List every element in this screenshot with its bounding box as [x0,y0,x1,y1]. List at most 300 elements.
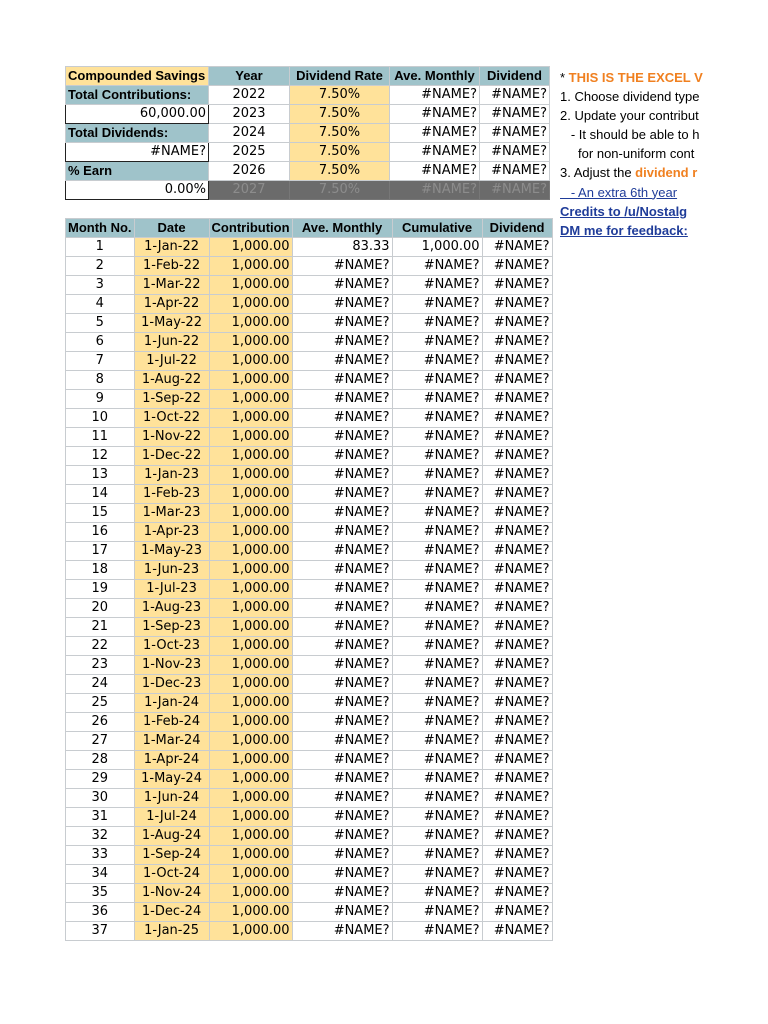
cumulative-cell[interactable]: #NAME? [392,599,482,618]
table-row [66,789,553,808]
table-row [66,409,553,428]
ave-monthly-cell[interactable]: #NAME? [292,694,392,713]
ave-monthly-cell[interactable]: #NAME? [292,276,392,295]
dividend-cell[interactable]: #NAME? [482,656,552,675]
date-cell[interactable]: 1-Mar-22 [134,276,209,295]
cumulative-cell[interactable]: #NAME? [392,789,482,808]
month-no-cell[interactable]: 7 [66,352,135,371]
dividend-cell[interactable]: #NAME? [482,314,552,333]
cumulative-cell[interactable]: #NAME? [392,523,482,542]
total-dividends-value[interactable]: #NAME? [66,143,209,162]
table-row [66,561,553,580]
monthly-rows [66,238,553,941]
dividend-cell[interactable]: #NAME? [482,390,552,409]
cumulative-cell[interactable]: #NAME? [392,656,482,675]
date-cell[interactable]: 1-Jan-24 [134,694,209,713]
cumulative-cell[interactable]: #NAME? [392,333,482,352]
ave-monthly-cell[interactable]: #NAME? [292,542,392,561]
contribution-cell[interactable]: 1,000.00 [209,371,292,390]
cumulative-cell[interactable]: #NAME? [392,808,482,827]
ave-monthly-cell[interactable]: #NAME? [292,504,392,523]
table-row [66,447,553,466]
table-row [66,276,553,295]
dividend-cell[interactable]: #NAME? [482,694,552,713]
ave-cell-disabled: #NAME? [390,181,480,200]
cumulative-cell[interactable]: #NAME? [392,694,482,713]
month-no-cell[interactable]: 2 [66,257,135,276]
cumulative-cell[interactable]: #NAME? [392,352,482,371]
contribution-cell[interactable]: 1,000.00 [209,808,292,827]
excel-version-note: THIS IS THE EXCEL V [568,70,703,85]
rate-cell[interactable]: 7.50% [290,86,390,105]
cumulative-cell[interactable]: #NAME? [392,922,482,941]
ave-monthly-cell[interactable]: #NAME? [292,428,392,447]
dividend-cell[interactable]: #NAME? [482,542,552,561]
date-cell[interactable]: 1-Feb-22 [134,257,209,276]
earn-label: % Earn [66,162,209,181]
ave-monthly-cell[interactable]: #NAME? [292,371,392,390]
table-row [66,295,553,314]
table-row [66,580,553,599]
contribution-cell[interactable]: 1,000.00 [209,276,292,295]
table-row [66,485,553,504]
cumulative-header: Cumulative [392,219,482,238]
ave-monthly-cell[interactable]: #NAME? [292,523,392,542]
cumulative-cell[interactable]: #NAME? [392,561,482,580]
cumulative-cell[interactable]: #NAME? [392,295,482,314]
notes-line [560,68,768,87]
total-dividends-label: Total Dividends: [66,124,209,143]
ave-monthly-cell[interactable]: #NAME? [292,618,392,637]
cumulative-cell[interactable]: #NAME? [392,466,482,485]
month-no-cell[interactable]: 37 [66,922,135,941]
ave-monthly-cell[interactable]: #NAME? [292,732,392,751]
notes-line: - An extra 6th year [560,184,678,200]
month-no-cell[interactable]: 36 [66,903,135,922]
ave-monthly-cell[interactable]: 83.33 [292,238,392,257]
ave-cell[interactable]: #NAME? [390,124,480,143]
date-cell[interactable]: 1-Nov-24 [134,884,209,903]
ave-monthly-cell[interactable]: #NAME? [292,903,392,922]
year-cell[interactable]: 2023 [209,105,290,124]
table-row [66,922,553,941]
date-cell[interactable]: 1-Aug-22 [134,371,209,390]
cumulative-cell[interactable]: #NAME? [392,504,482,523]
contribution-cell[interactable]: 1,000.00 [209,884,292,903]
dividend-cell[interactable]: #NAME? [482,561,552,580]
table-row [66,846,553,865]
dividend-cell[interactable]: #NAME? [482,865,552,884]
cumulative-cell[interactable]: #NAME? [392,865,482,884]
table-row [66,656,553,675]
contribution-cell[interactable]: 1,000.00 [209,504,292,523]
dividend-cell[interactable]: #NAME? [482,257,552,276]
cumulative-cell[interactable]: #NAME? [392,276,482,295]
date-cell[interactable]: 1-May-23 [134,542,209,561]
contribution-cell[interactable]: 1,000.00 [209,903,292,922]
instructions-panel [560,68,768,240]
month-no-cell[interactable]: 34 [66,865,135,884]
ave-monthly-cell[interactable]: #NAME? [292,466,392,485]
cumulative-cell[interactable]: #NAME? [392,846,482,865]
dividend-cell[interactable]: #NAME? [482,732,552,751]
dividend-cell[interactable]: #NAME? [482,884,552,903]
feedback-link[interactable]: DM me for feedback: [560,222,688,238]
month-no-cell[interactable]: 32 [66,827,135,846]
cumulative-cell[interactable]: #NAME? [392,428,482,447]
cumulative-cell[interactable]: #NAME? [392,770,482,789]
notes-line: 2. Update your contribut [560,108,699,124]
div-cell[interactable]: #NAME? [480,105,550,124]
dividend-cell[interactable]: #NAME? [482,846,552,865]
year-cell[interactable]: 2022 [209,86,290,105]
table-row [66,523,553,542]
ave-monthly-cell[interactable]: #NAME? [292,884,392,903]
table-row [66,675,553,694]
ave-monthly-cell[interactable]: #NAME? [292,922,392,941]
table-row [66,884,553,903]
ave-monthly-cell[interactable]: #NAME? [292,827,392,846]
dividend-cell[interactable]: #NAME? [482,903,552,922]
month-no-cell[interactable]: 10 [66,409,135,428]
contribution-cell[interactable]: 1,000.00 [209,599,292,618]
year-cell[interactable]: 2026 [209,162,290,181]
table-row [66,542,553,561]
contribution-cell[interactable]: 1,000.00 [209,523,292,542]
ave-monthly-cell[interactable]: #NAME? [292,770,392,789]
contribution-cell[interactable]: 1,000.00 [209,751,292,770]
date-cell[interactable]: 1-Apr-23 [134,523,209,542]
contribution-cell[interactable]: 1,000.00 [209,333,292,352]
dividend-cell[interactable]: #NAME? [482,428,552,447]
month-no-cell[interactable]: 26 [66,713,135,732]
total-contributions-label: Total Contributions: [66,86,209,105]
rate-cell-disabled: 7.50% [290,181,390,200]
cumulative-cell[interactable]: #NAME? [392,371,482,390]
date-cell[interactable]: 1-Sep-24 [134,846,209,865]
contribution-cell[interactable]: 1,000.00 [209,257,292,276]
dividend-cell[interactable]: #NAME? [482,675,552,694]
month-no-cell[interactable]: 14 [66,485,135,504]
contribution-cell[interactable]: 1,000.00 [209,694,292,713]
month-no-cell[interactable]: 17 [66,542,135,561]
contribution-cell[interactable]: 1,000.00 [209,637,292,656]
cumulative-cell[interactable]: #NAME? [392,732,482,751]
dividend-cell[interactable]: #NAME? [482,827,552,846]
table-row [66,333,553,352]
date-cell[interactable]: 1-Jul-24 [134,808,209,827]
ave-cell[interactable]: #NAME? [390,86,480,105]
month-no-cell[interactable]: 4 [66,295,135,314]
dividend-cell[interactable]: #NAME? [482,333,552,352]
cumulative-cell[interactable]: #NAME? [392,257,482,276]
ave-monthly-cell[interactable]: #NAME? [292,637,392,656]
div-cell[interactable]: #NAME? [480,124,550,143]
div-cell[interactable]: #NAME? [480,143,550,162]
contribution-cell[interactable]: 1,000.00 [209,922,292,941]
cumulative-cell[interactable]: #NAME? [392,485,482,504]
dividend-cell[interactable]: #NAME? [482,618,552,637]
cumulative-cell[interactable]: #NAME? [392,637,482,656]
table-row [66,808,553,827]
dividend-cell[interactable]: #NAME? [482,371,552,390]
ave-monthly-cell[interactable]: #NAME? [292,314,392,333]
date-cell[interactable]: 1-May-22 [134,314,209,333]
ave-monthly-cell[interactable]: #NAME? [292,751,392,770]
year-cell[interactable]: 2024 [209,124,290,143]
dividend-cell[interactable]: #NAME? [482,447,552,466]
ave-monthly-cell[interactable]: #NAME? [292,485,392,504]
dividend-cell[interactable]: #NAME? [482,922,552,941]
contribution-cell[interactable]: 1,000.00 [209,789,292,808]
contribution-header: Contribution [209,219,292,238]
date-cell[interactable]: 1-May-24 [134,770,209,789]
table-row [66,865,553,884]
month-no-cell[interactable]: 12 [66,447,135,466]
compounded-savings-title: Compounded Savings [66,67,209,86]
ave-monthly-cell[interactable]: #NAME? [292,865,392,884]
dividend-header: Dividend [482,219,552,238]
dividend-cell[interactable]: #NAME? [482,352,552,371]
dividend-cell[interactable]: #NAME? [482,238,552,257]
contribution-cell[interactable]: 1,000.00 [209,618,292,637]
month-no-cell[interactable]: 29 [66,770,135,789]
dividend-cell[interactable]: #NAME? [482,295,552,314]
ave-monthly-cell[interactable]: #NAME? [292,808,392,827]
month-no-cell[interactable]: 9 [66,390,135,409]
dividend-cell[interactable]: #NAME? [482,713,552,732]
contribution-cell[interactable]: 1,000.00 [209,238,292,257]
month-no-cell[interactable]: 25 [66,694,135,713]
date-cell[interactable]: 1-Sep-23 [134,618,209,637]
dividend-rate-note: dividend r [635,165,698,181]
date-cell[interactable]: 1-Sep-22 [134,390,209,409]
contribution-cell[interactable]: 1,000.00 [209,580,292,599]
date-cell[interactable]: 1-Jan-22 [134,238,209,257]
date-cell[interactable]: 1-Apr-24 [134,751,209,770]
contribution-cell[interactable]: 1,000.00 [209,466,292,485]
month-no-cell[interactable]: 22 [66,637,135,656]
table-row [66,504,553,523]
cumulative-cell[interactable]: #NAME? [392,751,482,770]
month-no-cell[interactable]: 1 [66,238,135,257]
table-row [66,599,553,618]
cumulative-cell[interactable]: 1,000.00 [392,238,482,257]
contribution-cell[interactable]: 1,000.00 [209,295,292,314]
date-cell[interactable]: 1-Feb-23 [134,485,209,504]
contribution-cell[interactable]: 1,000.00 [209,485,292,504]
dividend-cell[interactable]: #NAME? [482,751,552,770]
table-row [66,637,553,656]
dividend-cell[interactable]: #NAME? [482,580,552,599]
month-no-cell[interactable]: 3 [66,276,135,295]
month-no-cell[interactable]: 35 [66,884,135,903]
date-cell[interactable]: 1-Aug-24 [134,827,209,846]
date-cell[interactable]: 1-Oct-23 [134,637,209,656]
ave-cell[interactable]: #NAME? [390,162,480,181]
date-cell[interactable]: 1-Jan-25 [134,922,209,941]
dividend-cell[interactable]: #NAME? [482,504,552,523]
date-cell[interactable]: 1-Oct-24 [134,865,209,884]
month-no-cell[interactable]: 33 [66,846,135,865]
table-row [66,371,553,390]
month-no-cell[interactable]: 11 [66,428,135,447]
credits-link[interactable]: Credits to /u/Nostalg [560,203,688,219]
ave-monthly-cell[interactable]: #NAME? [292,333,392,352]
cumulative-cell[interactable]: #NAME? [392,618,482,637]
ave-monthly-cell[interactable]: #NAME? [292,789,392,808]
cumulative-cell[interactable]: #NAME? [392,884,482,903]
year-cell[interactable]: 2025 [209,143,290,162]
date-cell[interactable]: 1-Jun-22 [134,333,209,352]
ave-monthly-cell[interactable]: #NAME? [292,409,392,428]
contribution-cell[interactable]: 1,000.00 [209,542,292,561]
contribution-cell[interactable]: 1,000.00 [209,428,292,447]
dividend-header: Dividend [480,67,550,86]
month-no-cell[interactable]: 8 [66,371,135,390]
ave-monthly-cell[interactable]: #NAME? [292,656,392,675]
ave-monthly-header: Ave. Monthly [292,219,392,238]
dividend-cell[interactable]: #NAME? [482,789,552,808]
table-row [66,694,553,713]
table-row [66,352,553,371]
cumulative-cell[interactable]: #NAME? [392,542,482,561]
month-no-cell[interactable]: 23 [66,656,135,675]
contribution-cell[interactable]: 1,000.00 [209,447,292,466]
contribution-cell[interactable]: 1,000.00 [209,846,292,865]
contribution-cell[interactable]: 1,000.00 [209,390,292,409]
table-row [66,713,553,732]
month-no-cell[interactable]: 6 [66,333,135,352]
cumulative-cell[interactable]: #NAME? [392,903,482,922]
cumulative-cell[interactable]: #NAME? [392,713,482,732]
date-cell[interactable]: 1-Dec-24 [134,903,209,922]
month-no-cell[interactable]: 30 [66,789,135,808]
month-no-cell[interactable]: 24 [66,675,135,694]
date-cell[interactable]: 1-Nov-23 [134,656,209,675]
contribution-cell[interactable]: 1,000.00 [209,732,292,751]
table-row [66,770,553,789]
cumulative-cell[interactable]: #NAME? [392,827,482,846]
ave-monthly-cell[interactable]: #NAME? [292,390,392,409]
month-no-cell[interactable]: 5 [66,314,135,333]
ave-monthly-cell[interactable]: #NAME? [292,295,392,314]
rate-cell[interactable]: 7.50% [290,124,390,143]
contribution-cell[interactable]: 1,000.00 [209,713,292,732]
month-no-cell[interactable]: 18 [66,561,135,580]
dividend-cell[interactable]: #NAME? [482,770,552,789]
div-cell[interactable]: #NAME? [480,162,550,181]
contribution-cell[interactable]: 1,000.00 [209,865,292,884]
notes-line: 1. Choose dividend type [560,89,700,105]
month-no-cell[interactable]: 15 [66,504,135,523]
dividend-cell[interactable]: #NAME? [482,637,552,656]
table-row [66,827,553,846]
dividend-cell[interactable]: #NAME? [482,409,552,428]
date-cell[interactable]: 1-Oct-22 [134,409,209,428]
ave-monthly-cell[interactable]: #NAME? [292,713,392,732]
date-cell[interactable]: 1-Jul-23 [134,580,209,599]
month-no-cell[interactable]: 27 [66,732,135,751]
ave-cell[interactable]: #NAME? [390,143,480,162]
total-contributions-value[interactable]: 60,000.00 [66,105,209,124]
ave-monthly-cell[interactable]: #NAME? [292,599,392,618]
cumulative-cell[interactable]: #NAME? [392,580,482,599]
dividend-rate-header: Dividend Rate [290,67,390,86]
table-row [66,903,553,922]
date-cell[interactable]: 1-Aug-23 [134,599,209,618]
rate-cell[interactable]: 7.50% [290,105,390,124]
dividend-cell[interactable]: #NAME? [482,523,552,542]
cumulative-cell[interactable]: #NAME? [392,409,482,428]
contribution-cell[interactable]: 1,000.00 [209,561,292,580]
ave-monthly-cell[interactable]: #NAME? [292,675,392,694]
dividend-cell[interactable]: #NAME? [482,599,552,618]
date-cell[interactable]: 1-Feb-24 [134,713,209,732]
table-row [66,390,553,409]
contribution-cell[interactable]: 1,000.00 [209,675,292,694]
ave-monthly-cell[interactable]: #NAME? [292,352,392,371]
month-no-cell[interactable]: 16 [66,523,135,542]
contribution-cell[interactable]: 1,000.00 [209,409,292,428]
table-row [66,314,553,333]
date-cell[interactable]: 1-Mar-24 [134,732,209,751]
dividend-cell[interactable]: #NAME? [482,808,552,827]
dividend-cell[interactable]: #NAME? [482,276,552,295]
div-cell[interactable]: #NAME? [480,86,550,105]
cumulative-cell[interactable]: #NAME? [392,675,482,694]
contribution-cell[interactable]: 1,000.00 [209,352,292,371]
ave-monthly-cell[interactable]: #NAME? [292,580,392,599]
date-cell[interactable]: 1-Mar-23 [134,504,209,523]
cumulative-cell[interactable]: #NAME? [392,447,482,466]
ave-monthly-cell[interactable]: #NAME? [292,257,392,276]
date-cell[interactable]: 1-Dec-22 [134,447,209,466]
month-no-cell[interactable]: 20 [66,599,135,618]
date-cell[interactable]: 1-Jun-23 [134,561,209,580]
contribution-cell[interactable]: 1,000.00 [209,770,292,789]
rate-cell[interactable]: 7.50% [290,143,390,162]
date-cell[interactable]: 1-Jan-23 [134,466,209,485]
ave-monthly-cell[interactable]: #NAME? [292,447,392,466]
monthly-table [65,218,553,941]
date-cell[interactable]: 1-Jun-24 [134,789,209,808]
date-cell[interactable]: 1-Apr-22 [134,295,209,314]
ave-cell[interactable]: #NAME? [390,105,480,124]
date-cell[interactable]: 1-Jul-22 [134,352,209,371]
month-no-cell[interactable]: 21 [66,618,135,637]
date-header: Date [134,219,209,238]
contribution-cell[interactable]: 1,000.00 [209,827,292,846]
date-cell[interactable]: 1-Nov-22 [134,428,209,447]
dividend-cell[interactable]: #NAME? [482,485,552,504]
month-no-cell[interactable]: 19 [66,580,135,599]
contribution-cell[interactable]: 1,000.00 [209,314,292,333]
dividend-cell[interactable]: #NAME? [482,466,552,485]
earn-value[interactable]: 0.00% [66,181,209,200]
ave-monthly-cell[interactable]: #NAME? [292,561,392,580]
month-no-cell[interactable]: 31 [66,808,135,827]
cumulative-cell[interactable]: #NAME? [392,314,482,333]
month-no-cell[interactable]: 13 [66,466,135,485]
cumulative-cell[interactable]: #NAME? [392,390,482,409]
date-cell[interactable]: 1-Dec-23 [134,675,209,694]
table-row [66,751,553,770]
contribution-cell[interactable]: 1,000.00 [209,656,292,675]
month-no-cell[interactable]: 28 [66,751,135,770]
rate-cell[interactable]: 7.50% [290,162,390,181]
ave-monthly-cell[interactable]: #NAME? [292,846,392,865]
